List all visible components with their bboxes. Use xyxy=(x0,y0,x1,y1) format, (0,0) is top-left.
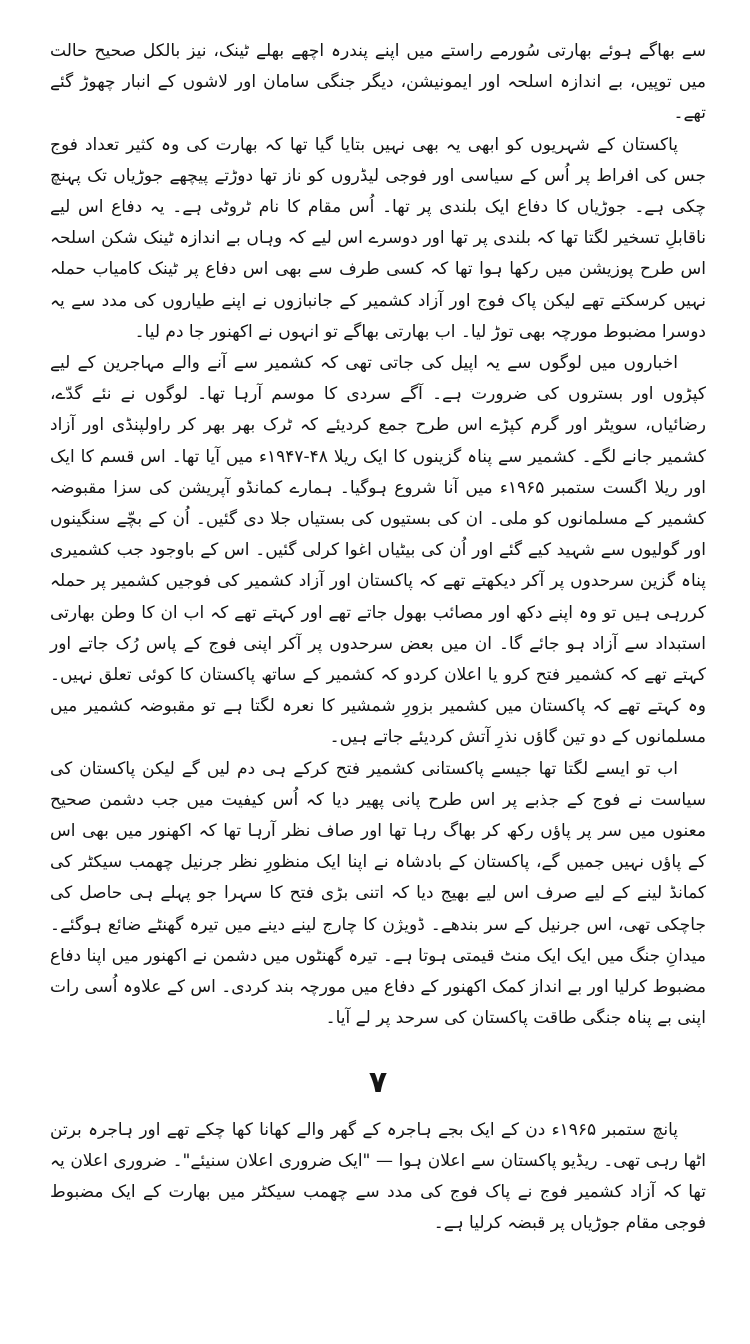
paragraph-5: پانچ ستمبر ۱۹۶۵ء دن کے ایک بجے ہاجرہ کے گھر والے کھانا کھا چکے تھے اور ہاجرہ برتن اٹھا رہی تھی۔ ریڈیو پاکستان سے اعلان ہوا — "ایک ضروری اعلان سنیئے"۔ ضروری اعلان یہ تھا کہ آزاد کشمیر فوج نے پاک فوج کی مدد سے چھمب سیکٹر میں بھارت کے ایک مضبوط فوجی مقام جوڑیاں پر قبضہ کرلیا ہے۔ xyxy=(50,1119,706,1234)
paragraph-4: اب تو ایسے لگتا تھا جیسے پاکستانی کشمیر فتح کرکے ہی دم لیں گے لیکن پاکستان کی سیاست نے فوج کے جذبے پر اس طرح پانی پھیر دیا کہ اُس کیفیت میں جب دشمن صحیح معنوں میں سر پر پاؤں رکھ کر بھاگ رہا تھا اور صاف نظر آرہا تھا کہ اکھنور میں بھی اس کے پاؤں نہیں جمیں گے، پاکستان کے بادشاہ نے اپنا ایک منظورِ نظر جرنیل چھمب سیکٹر کی کمانڈ لینے کے لیے صرف اس لیے بھیج دیا کہ اتنی بڑی فتح کا سہرا جو پہلے ہی حاصل کی جاچکی تھی، اس جرنیل کے سر بندھے۔ ڈویژن کا چارج لینے دینے میں تیرہ گھنٹے ضائع ہوگئے۔ میدانِ جنگ میں ایک ایک منٹ قیمتی ہوتا ہے۔ تیرہ گھنٹوں میں دشمن نے اکھنور میں اپنا دفاع مضبوط کرلیا اور بے انداز کمک اکھنور کے دفاع میں مورچہ بند کردی۔ اس کے علاوہ اُسی رات اپنی بے پناہ جنگی طاقت پاکستان کی سرحد پر لے آیا۔ xyxy=(50,758,706,1029)
paragraph-2: پاکستان کے شہریوں کو ابھی یہ بھی نہیں بتایا گیا تھا کہ بھارت کی وہ کثیر تعداد فوج جس کی افراط پر اُس کے سیاسی اور فوجی لیڈروں کو ناز تھا دوڑتے پیچھے جوڑیاں تک پہنچ چکی ہے۔ جوڑیاں کا دفاع ایک بلندی پر تھا۔ اُس مقام کا نام ٹروٹی ہے۔ یہ دفاع اس لیے ناقابلِ تسخیر لگتا تھا کہ بلندی پر تھا اور دوسرے اس لیے کہ وہاں بے اندازہ ٹینک شکن اسلحہ اس طرح پوزیشن میں رکھا ہوا تھا کہ کسی طرف سے بھی اس دفاع پر ٹینک کامیاب حملہ نہیں کرسکتے تھے لیکن پاک فوج اور آزاد کشمیر کے جانبازوں نے اپنے طیاروں کی مدد سے یہ دوسرا مضبوط مورچہ بھی توڑ لیا۔ اب بھارتی بھاگے تو انہوں نے اکھنور جا دم لیا۔ xyxy=(50,134,706,342)
paragraph-1: سے بھاگے ہوئے بھارتی سُورمے راستے میں اپنے پندرہ اچھے بھلے ٹینک، نیز بالکل صحیح حالت میں توپیں، بے اندازہ اسلحہ اور ایمونیشن، دیگر جنگی سامان اور لاشوں کے انبار چھوڑ گئے تھے۔ xyxy=(50,41,706,124)
section-number: ۷ xyxy=(368,1064,388,1100)
paragraph-3: اخباروں میں لوگوں سے یہ اپیل کی جاتی تھی کہ کشمیر سے آنے والے مہاجرین کے لیے کپڑوں اور بستروں کی ضرورت ہے۔ آگے سردی کا موسم آرہا تھا۔ لوگوں نے نئے گدّے، رضائیاں، سویٹر اور گرم کپڑے اس طرح جمع کردیئے کہ ٹرک بھر بھر کر راولپنڈی اور آزاد کشمیر جانے لگے۔ کشمیر سے پناہ گزینوں کا ایک ریلا ۴۸-۱۹۴۷ء میں آیا تھا۔ اس قسم کا ایک اور ریلا اگست ستمبر ۱۹۶۵ء میں آنا شروع ہوگیا۔ ہمارے کمانڈو آپریشن کی سزا مقبوضہ کشمیر کے مسلمانوں کو ملی۔ ان کی بستیوں کی بستیاں جلا دی گئیں۔ اُن کے بچّے سنگینوں اور گولیوں سے شہید کیے گئے اور اُن کی بیٹیاں اغوا کرلی گئیں۔ اس کے باوجود جب کشمیری پناہ گزین سرحدوں پر آکر دیکھتے تھے کہ پاکستان اور آزاد کشمیر کی فوجیں کشمیر پر حملہ کررہی ہیں تو وہ اپنے دکھ اور مصائب بھول جاتے تھے اور کہتے تھے کہ اب ان کا وطن بھارتی استبداد سے آزاد ہو جائے گا۔ ان میں بعض سرحدوں پر آکر اپنی فوج کے پاس رُک جاتے اور کہتے تھے کہ کشمیر فتح کرو یا اعلان کردو کہ کشمیر کے ساتھ پاکستان کا کوئی تعلق نہیں۔ وہ کہتے تھے کہ پاکستان میں کشمیر بزورِ شمشیر کا نعرہ لگتا ہے تو مقبوضہ کشمیر میں مسلمانوں کے دو تین گاؤں نذرِ آتش کردیئے جاتے ہیں۔ xyxy=(50,353,707,748)
